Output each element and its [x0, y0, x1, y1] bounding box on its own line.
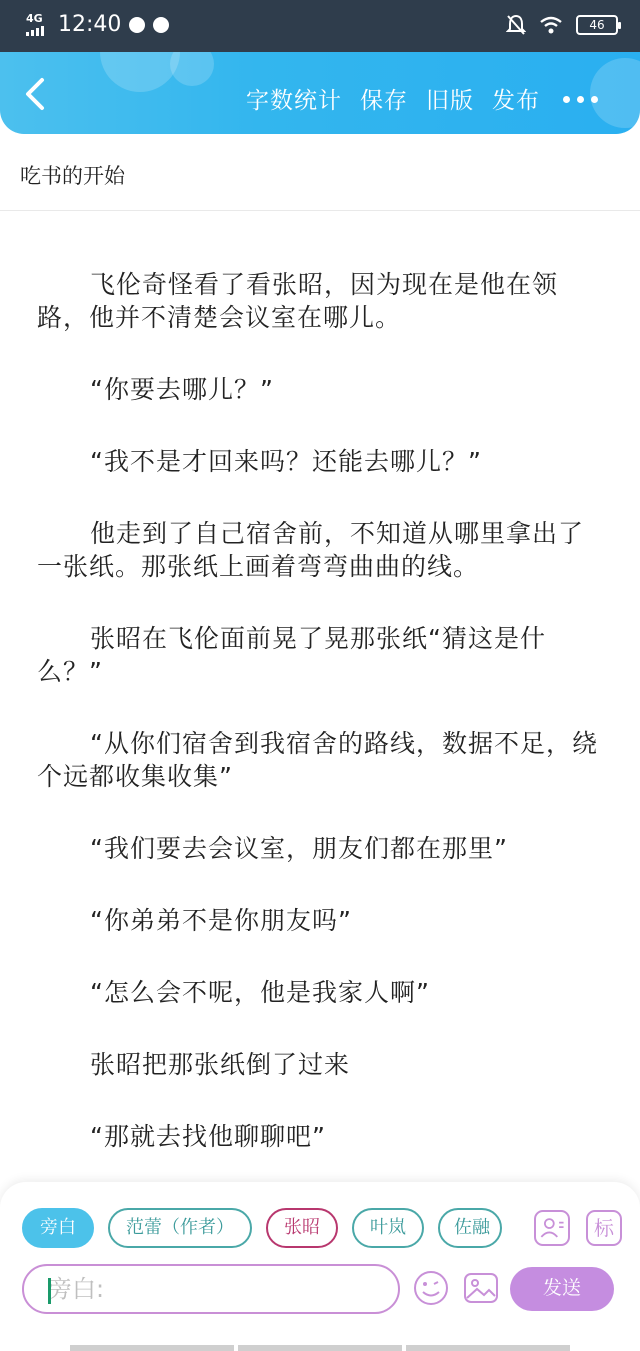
word-count-button[interactable]: 字数统计	[246, 88, 342, 114]
story-paragraph: 张昭在飞伦面前晃了晃那张纸“猜这是什么？”	[37, 624, 546, 686]
gesture-bar	[70, 1345, 570, 1351]
publish-button[interactable]: 发布	[492, 88, 540, 114]
battery-icon	[576, 15, 618, 35]
role-chip-author[interactable]: 范蕾（作者）	[108, 1208, 252, 1248]
image-icon[interactable]	[462, 1269, 500, 1307]
story-paragraph: “那就去找他聊聊吧”	[90, 1122, 326, 1151]
message-icon	[153, 17, 169, 33]
message-input[interactable]	[24, 1266, 398, 1312]
cellular-signal-icon	[26, 11, 52, 36]
story-paragraph: “从你们宿舍到我宿舍的路线，数据不足，绕个远都收集收集”	[37, 729, 598, 791]
back-icon[interactable]	[18, 74, 54, 114]
battery-level: 46	[589, 18, 605, 32]
save-button[interactable]: 保存	[360, 88, 408, 114]
editor-header	[0, 52, 640, 134]
send-button[interactable]: 发送	[510, 1267, 614, 1311]
network-type: 4G	[26, 11, 43, 25]
chapter-title[interactable]: 吃书的开始	[20, 164, 125, 188]
text-caret	[48, 1278, 51, 1304]
role-chip-zuo-rong[interactable]: 佐融	[438, 1208, 502, 1248]
story-paragraph: “我不是才回来吗？还能去哪儿？”	[90, 447, 482, 476]
story-paragraph: “怎么会不呢，他是我家人啊”	[90, 978, 430, 1007]
composer-panel	[0, 1182, 640, 1351]
story-paragraph: “你要去哪儿？”	[90, 375, 274, 404]
story-paragraph: 他走到了自己宿舍前，不知道从哪里拿出了一张纸。那张纸上画着弯弯曲曲的线。	[37, 519, 585, 581]
notification-icon	[129, 17, 145, 33]
divider	[0, 210, 640, 211]
mute-bell-icon	[506, 14, 526, 36]
more-options-icon[interactable]	[563, 96, 598, 103]
story-paragraph: “我们要去会议室，朋友们都在那里”	[90, 834, 508, 863]
wifi-icon	[540, 16, 562, 34]
role-chip-zhang-zhao[interactable]: 张昭	[266, 1208, 338, 1248]
story-paragraph: 张昭把那张纸倒了过来	[90, 1050, 351, 1079]
story-paragraph: “你弟弟不是你朋友吗”	[90, 906, 352, 935]
status-bar	[0, 0, 640, 52]
story-paragraph: 飞伦奇怪看了看张昭，因为现在是他在领路，他并不清楚会议室在哪儿。	[37, 270, 559, 332]
message-input-wrapper	[22, 1264, 400, 1314]
role-chip-ye-lan[interactable]: 叶岚	[352, 1208, 424, 1248]
role-chip-narration[interactable]: 旁白	[22, 1208, 94, 1248]
role-selector	[22, 1208, 502, 1248]
old-version-button[interactable]: 旧版	[426, 88, 474, 114]
character-manage-icon[interactable]	[534, 1210, 570, 1246]
emoji-icon[interactable]	[412, 1269, 450, 1307]
tag-icon[interactable]: 标	[586, 1210, 622, 1246]
story-content[interactable]	[37, 268, 607, 1192]
status-time: 12:40	[58, 12, 122, 37]
